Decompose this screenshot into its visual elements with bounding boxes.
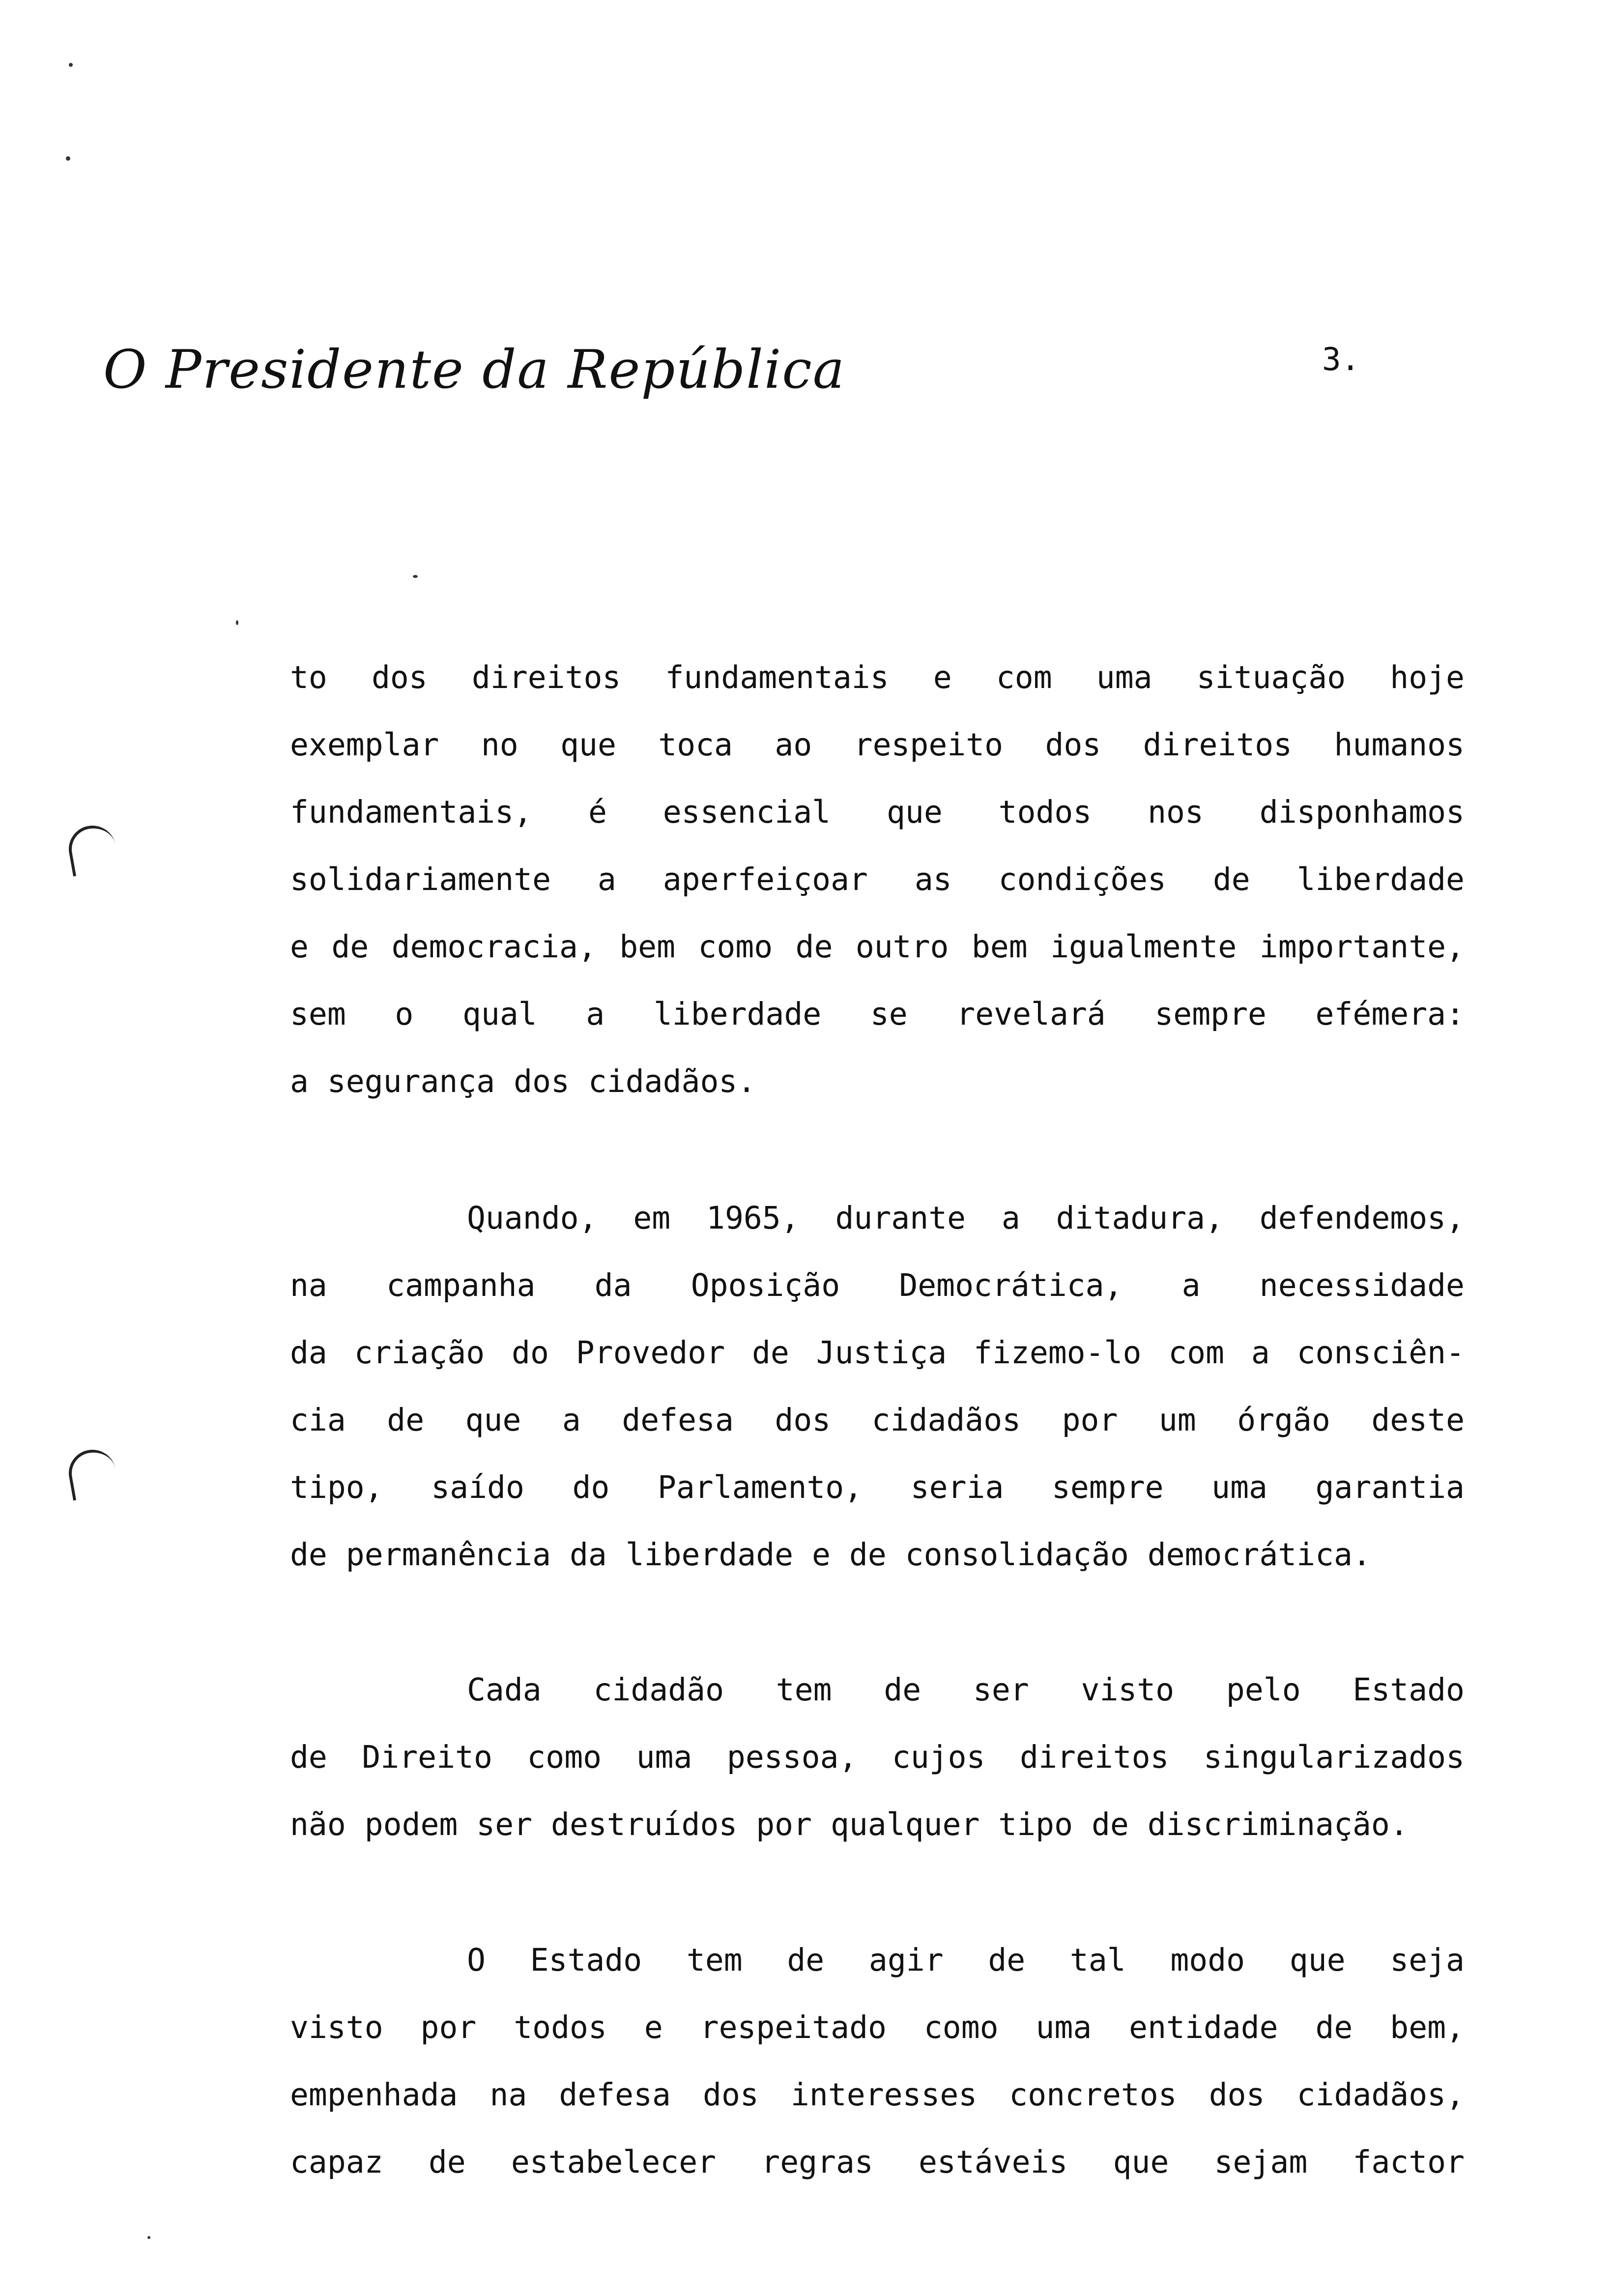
text-line: de permanência da liberdade e de consolidação democrática. — [290, 1537, 1371, 1573]
scan-speck — [413, 575, 418, 578]
paragraph-3 — [290, 1656, 1465, 1858]
text-line: empenhada na defesa dos interesses concretos dos cidadãos, — [290, 2077, 1465, 2113]
scan-speck — [66, 156, 70, 161]
punch-hole-mark — [65, 822, 119, 876]
text-line: solidariamente a aperfeiçoar as condições de liberdade — [290, 861, 1465, 897]
text-line: na campanha da Oposição Democrática, a necessidade — [290, 1267, 1465, 1303]
text-line: fundamentais, é essencial que todos nos disponhamos — [290, 794, 1465, 830]
paragraph-4 — [290, 1926, 1465, 2196]
text-line: visto por todos e respeitado como uma entidade de bem, — [290, 2009, 1465, 2045]
scan-speck — [147, 2236, 150, 2239]
text-line: tipo, saído do Parlamento, seria sempre uma garantia — [290, 1469, 1465, 1505]
paragraph-1 — [290, 644, 1465, 1115]
text-line: não podem ser destruídos por qualquer tipo de discriminação. — [290, 1807, 1409, 1842]
text-line: sem o qual a liberdade se revelará sempre efémera: — [290, 996, 1465, 1032]
text-line: capaz de estabelecer regras estáveis que sejam factor — [290, 2144, 1465, 2180]
text-line: a segurança dos cidadãos. — [290, 1063, 756, 1099]
paragraph-2 — [290, 1184, 1465, 1588]
text-line: cia de que a defesa dos cidadãos por um órgão deste — [290, 1402, 1465, 1438]
letterhead-logo: O Presidente da República — [103, 339, 846, 401]
text-line: O Estado tem de agir de tal modo que seja — [467, 1942, 1465, 1978]
text-line: exemplar no que toca ao respeito dos direitos humanos — [290, 727, 1465, 763]
text-line: e de democracia, bem como de outro bem igualmente importante, — [290, 929, 1465, 965]
text-line: Quando, em 1965, durante a ditadura, defendemos, — [467, 1200, 1465, 1236]
page-number: 3. — [1322, 342, 1360, 378]
punch-hole-mark — [65, 1446, 119, 1500]
text-line: de Direito como uma pessoa, cujos direitos singularizados — [290, 1739, 1465, 1775]
scan-speck — [69, 63, 73, 67]
text-line: da criação do Provedor de Justiça fizemo-lo com a consciên- — [290, 1335, 1465, 1371]
scan-speck — [236, 620, 238, 625]
text-line: Cada cidadão tem de ser visto pelo Estado — [467, 1672, 1465, 1708]
text-line: to dos direitos fundamentais e com uma situação hoje — [290, 660, 1465, 695]
